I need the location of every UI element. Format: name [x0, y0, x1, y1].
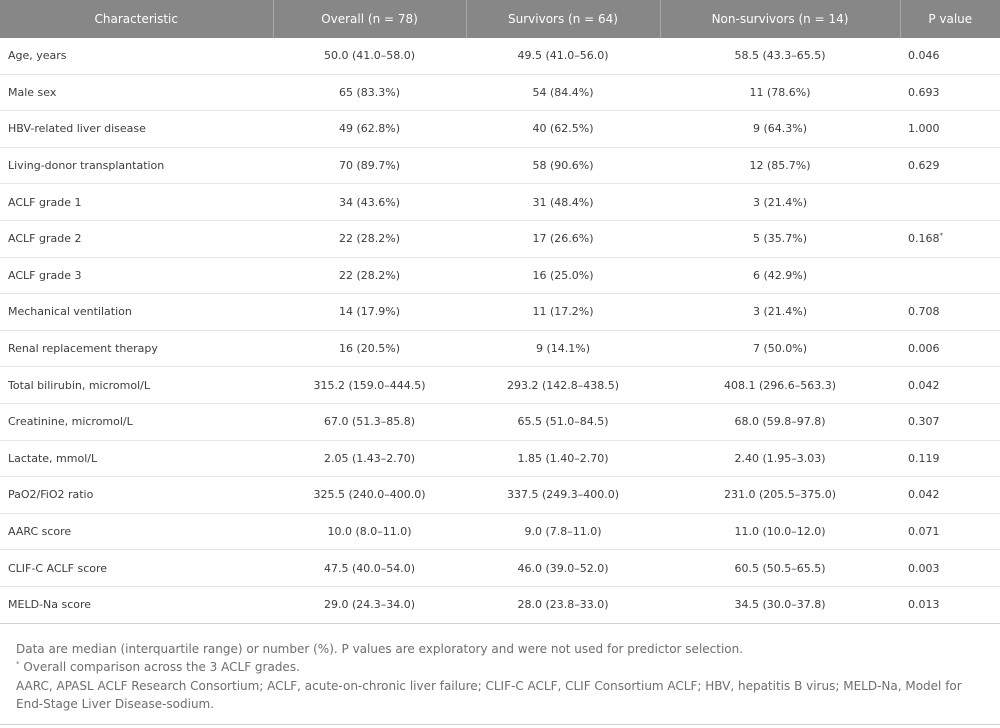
p-value-text: 0.003 [908, 561, 940, 575]
table-row [0, 477, 1000, 514]
cell-survivors: 337.5 (249.3–400.0) [466, 477, 660, 514]
cell-p-value [900, 294, 1000, 331]
p-value-text: 0.071 [908, 525, 940, 539]
cell-non-survivors: 3 (21.4%) [660, 184, 900, 221]
row-label: HBV-related liver disease [0, 111, 273, 148]
cell-survivors: 58 (90.6%) [466, 147, 660, 184]
p-value-text: 0.168 [908, 232, 940, 246]
cell-survivors: 1.85 (1.40–2.70) [466, 440, 660, 477]
cell-overall: 16 (20.5%) [273, 330, 466, 367]
cell-overall: 325.5 (240.0–400.0) [273, 477, 466, 514]
p-value-footnote-mark: * [939, 231, 943, 240]
cell-p-value [900, 513, 1000, 550]
cell-overall: 22 (28.2%) [273, 220, 466, 257]
row-label: Mechanical ventilation [0, 294, 273, 331]
cell-non-survivors: 60.5 (50.5–65.5) [660, 550, 900, 587]
cell-p-value [900, 550, 1000, 587]
cell-survivors: 40 (62.5%) [466, 111, 660, 148]
cell-non-survivors: 58.5 (43.3–65.5) [660, 38, 900, 74]
cell-non-survivors: 2.40 (1.95–3.03) [660, 440, 900, 477]
p-value-text: 0.708 [908, 305, 940, 319]
notes-footnote [16, 658, 984, 677]
cell-p-value [900, 440, 1000, 477]
cell-overall: 2.05 (1.43–2.70) [273, 440, 466, 477]
table-row [0, 513, 1000, 550]
cell-non-survivors: 9 (64.3%) [660, 111, 900, 148]
header-survivors: Survivors (n = 64) [466, 0, 660, 38]
cell-non-survivors: 7 (50.0%) [660, 330, 900, 367]
notes-summary: Data are median (interquartile range) or number (%). P values are exploratory and were not used for predictor selection. [16, 641, 744, 656]
cell-overall: 315.2 (159.0–444.5) [273, 367, 466, 404]
cell-overall: 14 (17.9%) [273, 294, 466, 331]
row-label: MELD-Na score [0, 586, 273, 623]
cell-survivors: 9 (14.1%) [466, 330, 660, 367]
row-label: Male sex [0, 74, 273, 111]
cell-survivors: 9.0 (7.8–11.0) [466, 513, 660, 550]
cell-p-value [900, 330, 1000, 367]
table-header-row [0, 0, 1000, 38]
cell-survivors: 17 (26.6%) [466, 220, 660, 257]
table-row [0, 38, 1000, 74]
cell-overall: 34 (43.6%) [273, 184, 466, 221]
table-row [0, 367, 1000, 404]
row-label: PaO2/FiO2 ratio [0, 477, 273, 514]
p-value-text: 0.307 [908, 415, 940, 429]
row-label: CLIF-C ACLF score [0, 550, 273, 587]
cell-non-survivors: 11.0 (10.0–12.0) [660, 513, 900, 550]
cell-non-survivors: 3 (21.4%) [660, 294, 900, 331]
table-notes [0, 624, 1000, 714]
footnote-mark: * [16, 660, 20, 668]
bottom-divider [0, 724, 1000, 725]
table-row [0, 586, 1000, 623]
cell-survivors: 65.5 (51.0–84.5) [466, 403, 660, 440]
cell-non-survivors: 12 (85.7%) [660, 147, 900, 184]
table-row [0, 440, 1000, 477]
cell-non-survivors: 231.0 (205.5–375.0) [660, 477, 900, 514]
cell-overall: 10.0 (8.0–11.0) [273, 513, 466, 550]
row-label: Total bilirubin, micromol/L [0, 367, 273, 404]
cell-p-value [900, 477, 1000, 514]
table-row [0, 147, 1000, 184]
notes-abbreviations: AARC, APASL ACLF Research Consortium; ACLF, acute-on-chronic liver failure; CLIF-C ACLF, CLIF Consortium ACLF; HBV, hepatitis B virus; MELD-Na, Model for End-Stage Liver Disease-sodium. [16, 678, 962, 711]
cell-p-value [900, 184, 1000, 221]
cell-p-value [900, 586, 1000, 623]
row-label: Renal replacement therapy [0, 330, 273, 367]
cell-p-value [900, 257, 1000, 294]
table-row [0, 330, 1000, 367]
cell-survivors: 31 (48.4%) [466, 184, 660, 221]
p-value-text: 0.046 [908, 49, 940, 63]
row-label: Living-donor transplantation [0, 147, 273, 184]
header-characteristic: Characteristic [0, 0, 273, 38]
cell-p-value [900, 367, 1000, 404]
cell-overall: 65 (83.3%) [273, 74, 466, 111]
cell-non-survivors: 408.1 (296.6–563.3) [660, 367, 900, 404]
cell-overall: 49 (62.8%) [273, 111, 466, 148]
cell-p-value [900, 74, 1000, 111]
row-label: ACLF grade 1 [0, 184, 273, 221]
table-row [0, 294, 1000, 331]
table-row [0, 257, 1000, 294]
cell-overall: 50.0 (41.0–58.0) [273, 38, 466, 74]
row-label: Age, years [0, 38, 273, 74]
table-row [0, 550, 1000, 587]
cell-survivors: 11 (17.2%) [466, 294, 660, 331]
cell-p-value [900, 403, 1000, 440]
table-row [0, 220, 1000, 257]
cell-p-value [900, 111, 1000, 148]
p-value-text: 0.013 [908, 598, 940, 612]
p-value-text: 0.629 [908, 159, 940, 173]
cell-overall: 67.0 (51.3–85.8) [273, 403, 466, 440]
table-row [0, 74, 1000, 111]
p-value-text: 0.006 [908, 342, 940, 356]
row-label: AARC score [0, 513, 273, 550]
cell-non-survivors: 68.0 (59.8–97.8) [660, 403, 900, 440]
row-label: Lactate, mmol/L [0, 440, 273, 477]
cell-survivors: 49.5 (41.0–56.0) [466, 38, 660, 74]
cell-p-value [900, 220, 1000, 257]
cell-p-value [900, 147, 1000, 184]
cell-overall: 22 (28.2%) [273, 257, 466, 294]
cell-overall: 47.5 (40.0–54.0) [273, 550, 466, 587]
cell-overall: 70 (89.7%) [273, 147, 466, 184]
cell-survivors: 54 (84.4%) [466, 74, 660, 111]
header-non-survivors: Non-survivors (n = 14) [660, 0, 900, 38]
p-value-text: 0.042 [908, 488, 940, 502]
cell-p-value [900, 38, 1000, 74]
cell-non-survivors: 5 (35.7%) [660, 220, 900, 257]
table-row [0, 403, 1000, 440]
p-value-text: 1.000 [908, 122, 940, 136]
row-label: ACLF grade 2 [0, 220, 273, 257]
p-value-text: 0.042 [908, 378, 940, 392]
cell-survivors: 293.2 (142.8–438.5) [466, 367, 660, 404]
cell-survivors: 46.0 (39.0–52.0) [466, 550, 660, 587]
cell-non-survivors: 11 (78.6%) [660, 74, 900, 111]
cell-survivors: 16 (25.0%) [466, 257, 660, 294]
header-overall: Overall (n = 78) [273, 0, 466, 38]
footnote-text: Overall comparison across the 3 ACLF grades. [19, 660, 300, 674]
cell-non-survivors: 34.5 (30.0–37.8) [660, 586, 900, 623]
cell-survivors: 28.0 (23.8–33.0) [466, 586, 660, 623]
cell-non-survivors: 6 (42.9%) [660, 257, 900, 294]
row-label: ACLF grade 3 [0, 257, 273, 294]
row-label: Creatinine, micromol/L [0, 403, 273, 440]
header-p-value: P value [900, 0, 1000, 38]
table-row [0, 184, 1000, 221]
cell-overall: 29.0 (24.3–34.0) [273, 586, 466, 623]
table-row [0, 111, 1000, 148]
p-value-text: 0.693 [908, 85, 940, 99]
p-value-text: 0.119 [908, 451, 940, 465]
